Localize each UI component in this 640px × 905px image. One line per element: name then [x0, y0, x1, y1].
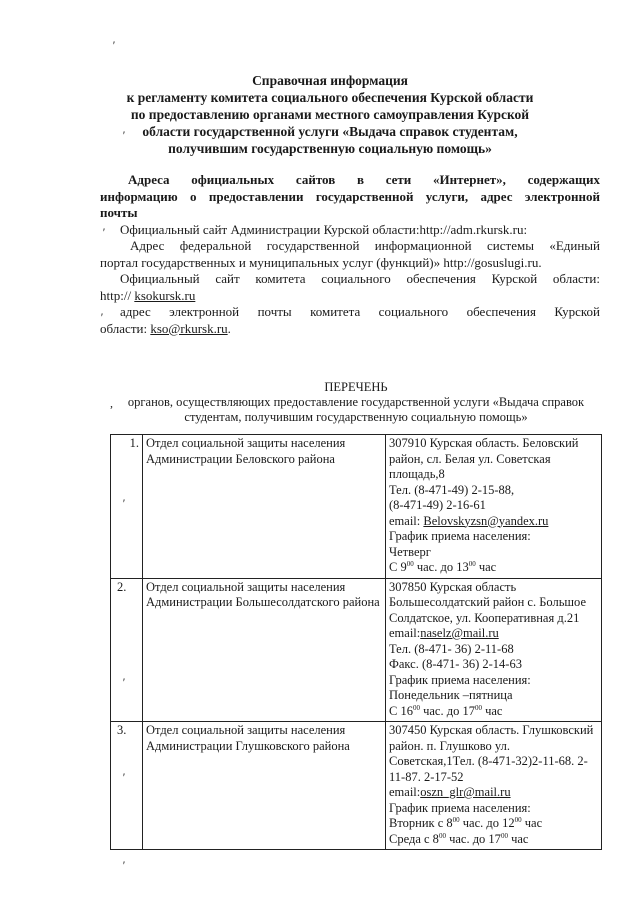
phone: Тел. (8-471-49) 2-15-88, — [389, 482, 515, 497]
kso-email-line — [100, 321, 600, 338]
title-line: по предоставлению органами местного самоуправления Курской — [130, 107, 530, 122]
organization-name: Отдел социальной защиты населения Администрации Глушковского района — [143, 722, 386, 850]
schedule-label: График приема населения: — [389, 672, 531, 687]
scan-mark: ' — [122, 858, 125, 872]
address: 307850 Курская область Большесолдатский район с. Большое Солдатское, ул. Кооперативная д.21 — [389, 579, 587, 625]
scan-mark: ' — [100, 310, 103, 324]
kso-email: адрес электронной почты комитета социального обеспечения Курской — [120, 304, 600, 319]
kso-site-url — [100, 288, 600, 305]
hours-text: час — [478, 560, 497, 574]
hours-text: час — [524, 816, 543, 830]
hours-text: час. до 17 — [423, 703, 475, 718]
hours-sup: 00 — [474, 703, 482, 712]
list-subtitle: органов, осуществляющих предоставление государственной услуги «Выдача справок — [127, 395, 585, 409]
list-subtitle: студентам, получившим государственную социальную помощь» — [184, 410, 528, 424]
schedule-hours — [389, 560, 598, 576]
kso-site-link[interactable]: ksokursk.ru — [134, 287, 196, 303]
schedule-hours — [389, 832, 598, 848]
hours-text: Вторник с 8 — [389, 816, 453, 830]
addresses-heading: почты — [100, 205, 138, 220]
table-row — [111, 578, 602, 722]
email-line — [389, 514, 598, 530]
hours-text: С 9 — [389, 560, 407, 574]
address: 307910 Курская область. Беловский район, сл. Белая ул. Советская площадь,8 — [389, 436, 579, 481]
hours-text: час — [485, 703, 503, 718]
organization-name: Отдел социальной защиты населения Администрации Большесолдатского района — [143, 578, 386, 722]
phone: (8-471-49) 2-16-61 — [389, 498, 486, 512]
hours-sup: 00 — [412, 703, 420, 712]
admin-site: Официальный сайт Администрации Курской области:http://adm.rkursk.ru: — [120, 221, 528, 237]
table-row — [111, 435, 602, 579]
kso-site-prefix: http:// — [100, 287, 132, 303]
kso-email-suffix: . — [227, 320, 231, 336]
list-heading — [110, 380, 602, 425]
title-line: Справочная информация — [252, 73, 408, 88]
row-number: 1. — [111, 435, 143, 579]
kso-site: Официальный сайт комитета социального обеспечения Курской области: — [120, 271, 600, 286]
table-row — [111, 722, 602, 850]
schedule-label: График приема населения: — [389, 800, 531, 815]
organization-contacts — [386, 435, 602, 579]
organizations-table — [110, 434, 602, 850]
email-link[interactable]: Belovskyzsn@yandex.ru — [423, 513, 549, 528]
organization-contacts — [386, 722, 602, 850]
organization-name: Отдел социальной защиты населения Администрации Беловского района — [143, 435, 386, 579]
hours-sup: 00 — [438, 831, 446, 840]
fax: Факс. (8-471- 36) 2-14-63 — [389, 657, 522, 671]
federal-portal: портал государственных и муниципальных услуг (функций)» http://gosuslugi.ru. — [100, 254, 542, 270]
hours-sup: 00 — [500, 831, 508, 840]
hours-text: час. до 12 — [462, 816, 515, 830]
address: 307450 Курская область. Глушковский район. п. Глушково ул. Советская,1Тел. (8-471-32)2-11-68. 2-11-87. 2-17-52 — [389, 723, 594, 784]
email-line — [389, 626, 598, 642]
hours-text: Среда с 8 — [389, 831, 439, 846]
schedule-days: Четверг — [389, 544, 431, 559]
schedule-hours — [389, 704, 598, 720]
email-prefix: email: — [389, 626, 421, 640]
organization-contacts — [386, 578, 602, 722]
row-number: 3. — [111, 722, 143, 850]
schedule-days: Понедельник –пятница — [389, 688, 513, 702]
schedule-label: График приема населения: — [389, 529, 531, 543]
hours-sup: 00 — [452, 815, 460, 824]
schedule-hours — [389, 816, 598, 832]
scan-mark: ' — [102, 225, 105, 239]
title-line: получившим государственную социальную помощь» — [168, 141, 492, 156]
hours-text: час. до 17 — [449, 831, 501, 846]
federal-portal: Адрес федеральной государственной информационной системы «Единый — [130, 238, 600, 253]
hours-sup: 00 — [514, 815, 522, 824]
addresses-heading: Адреса официальных сайтов в сети «Интернет», содержащих — [128, 172, 600, 187]
hours-text: час — [511, 831, 529, 846]
hours-text: час. до 13 — [416, 560, 469, 574]
scan-mark: ' — [112, 38, 115, 52]
title-line: к регламенту комитета социального обеспечения Курской области — [126, 90, 534, 105]
phone: Тел. (8-471- 36) 2-11-68 — [389, 641, 514, 656]
email-link[interactable]: naselz@mail.ru — [420, 626, 499, 640]
scan-mark: ' — [122, 496, 125, 510]
kso-email-prefix: области: — [100, 320, 148, 336]
email-link[interactable]: oszn_glr@mail.ru — [420, 785, 511, 799]
addresses-heading: информацию о предоставлении государственной услуги, адрес электронной — [100, 188, 600, 204]
scan-mark: ' — [122, 675, 125, 689]
list-title: ПЕРЕЧЕНЬ — [324, 380, 388, 394]
row-number: 2. — [111, 578, 143, 722]
document-title — [60, 72, 600, 157]
email-line — [389, 785, 598, 801]
email-prefix: email: — [389, 785, 421, 799]
scan-mark: ' — [122, 770, 125, 784]
email-prefix: email: — [389, 513, 421, 528]
hours-text: С 16 — [389, 703, 413, 718]
hours-sup: 00 — [406, 559, 414, 568]
scan-mark: , — [110, 396, 113, 410]
hours-sup: 00 — [468, 559, 476, 568]
kso-email-link[interactable]: kso@rkursk.ru — [150, 320, 228, 336]
title-line: области государственной услуги «Выдача справок студентам, — [142, 124, 518, 139]
addresses-section — [100, 172, 600, 337]
scan-mark: ' — [122, 128, 125, 142]
